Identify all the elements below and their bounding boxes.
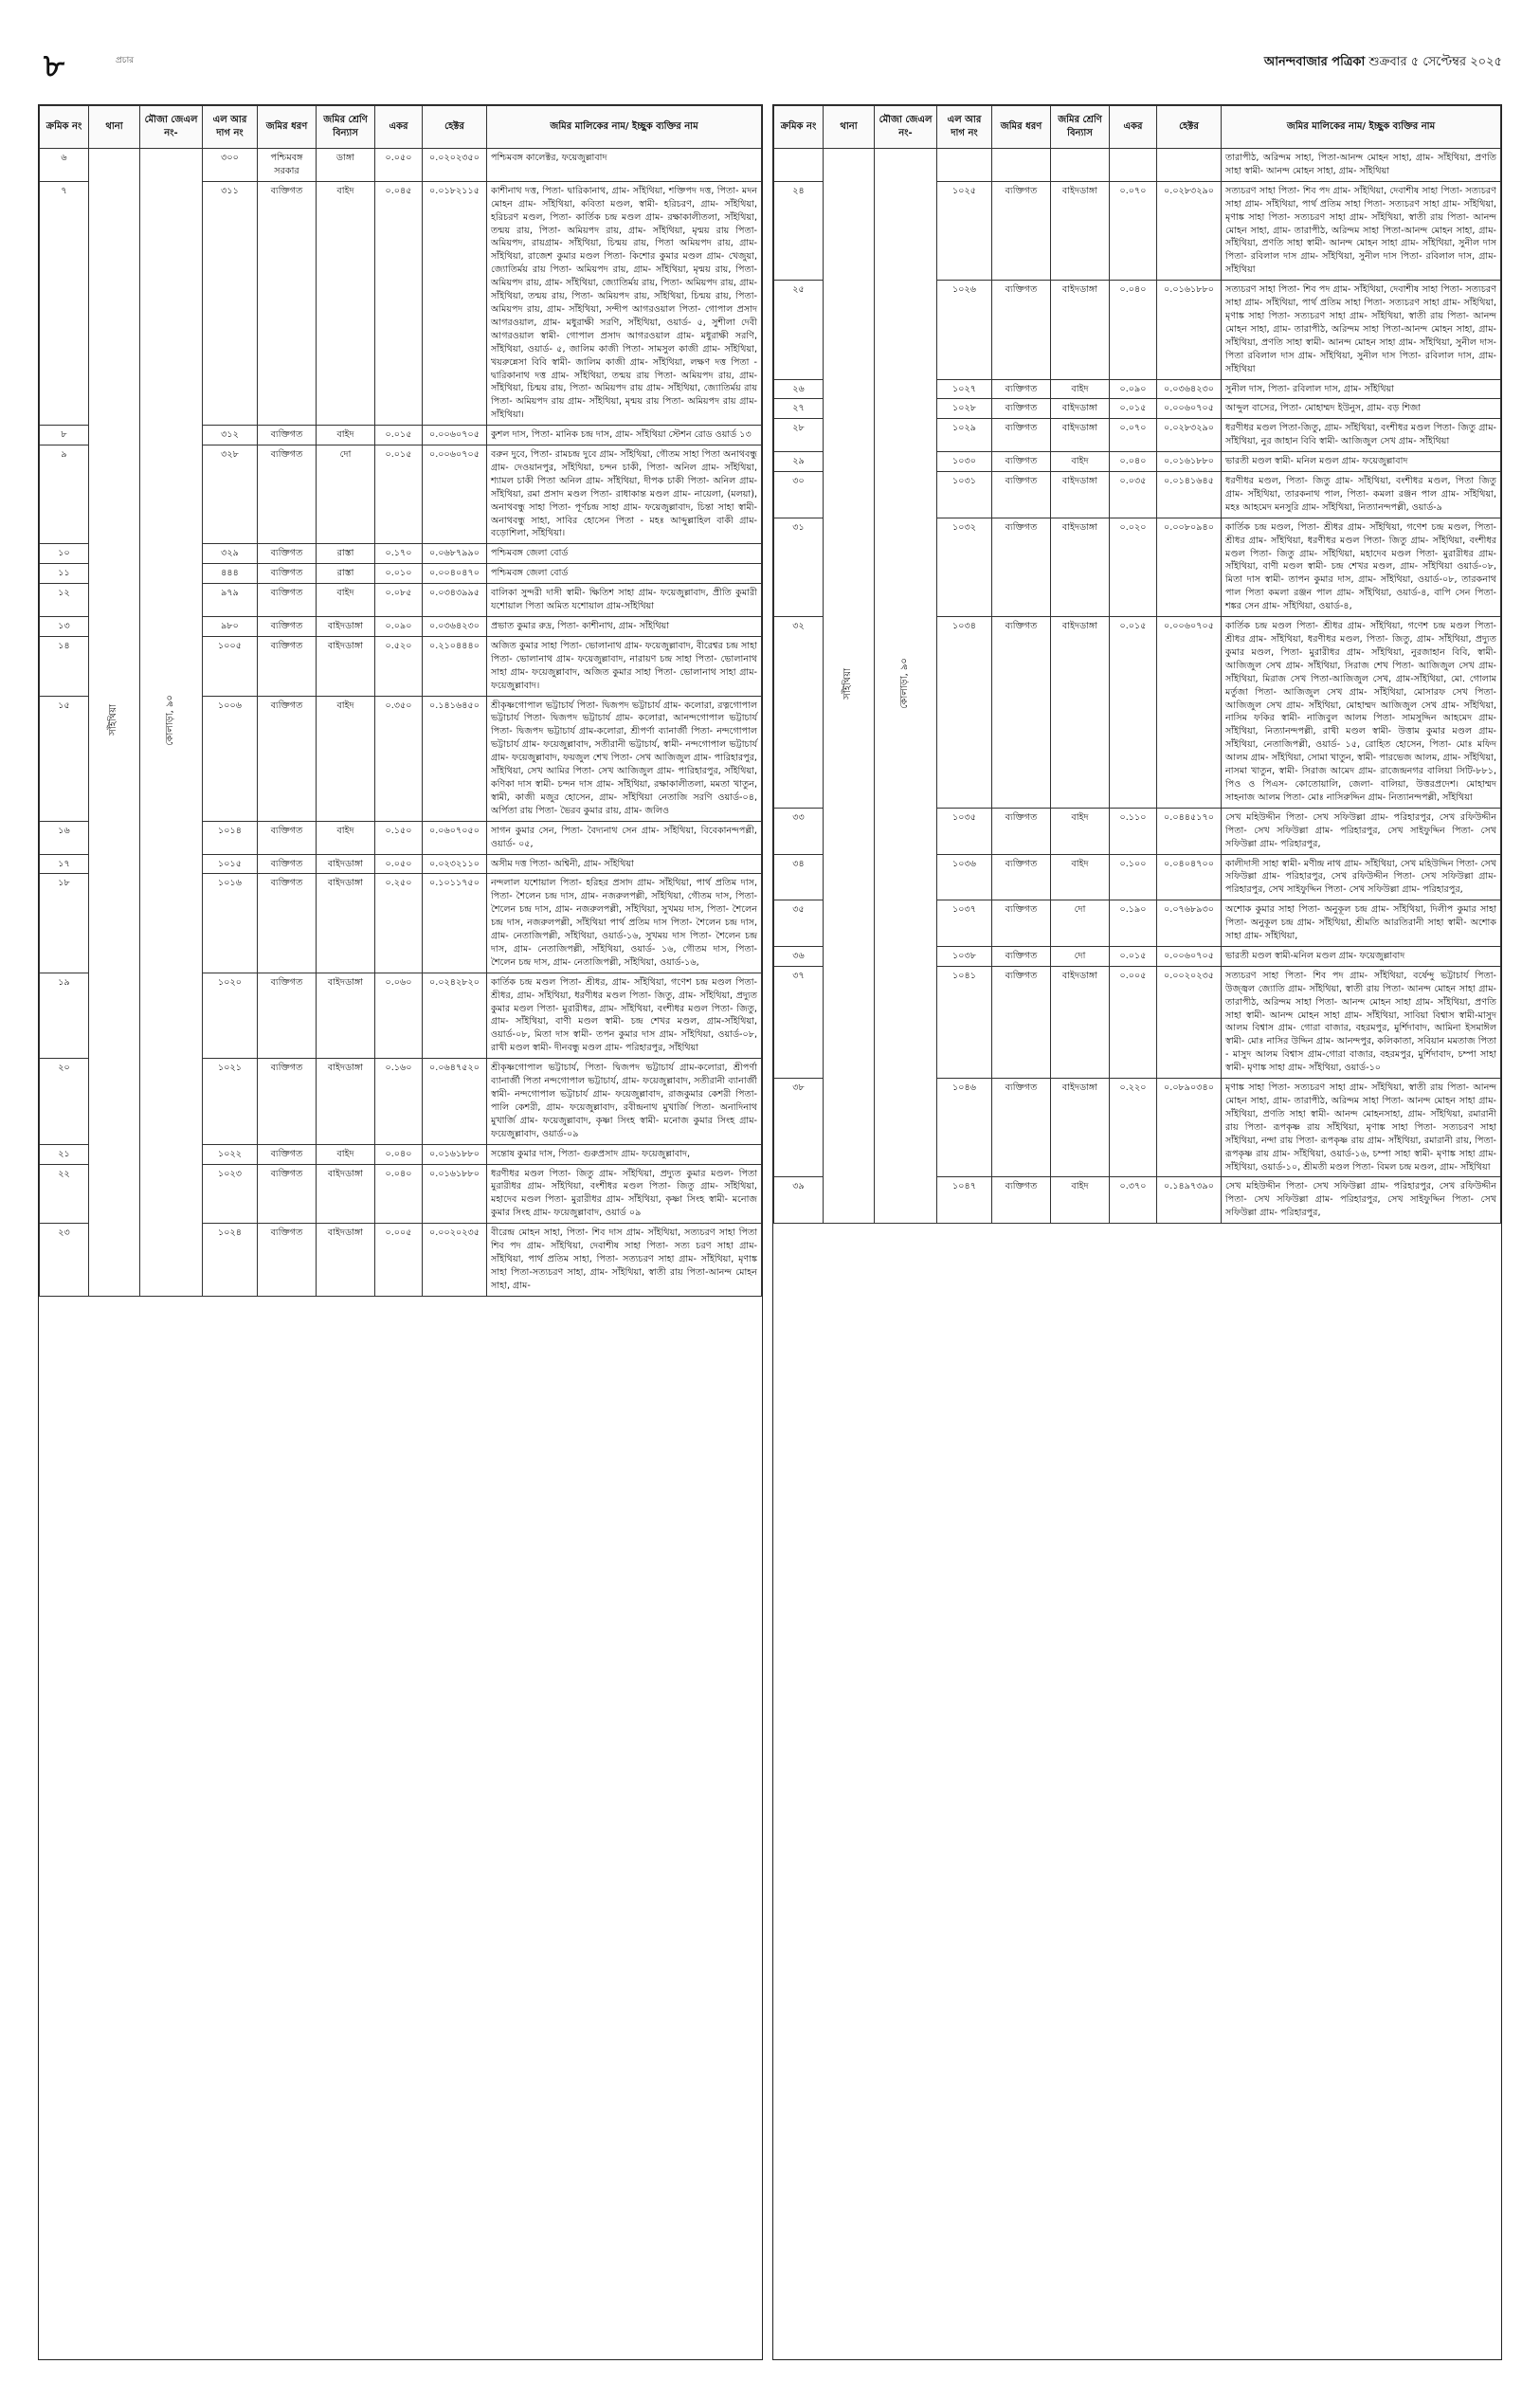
owner-cell: মৃণাঙ্ক সাহা পিতা- সত্যচরণ সাহা গ্রাম- সাঁইথিয়া, স্বাতী রায় পিতা- আনন্দ মোহন সাহা, গ্রাম- তারাপীঠ, অরিন্দম সাহা পিতা- আনন্দ মোহন সাহা গ্রাম- সাঁইথিয়া, প্রণতি সাহা স্বামী- আনন্দ মোহনসাহা, গ্রাম- সাঁইথিয়া, রমারানী রায় পিতা- রূপকৃষ্ণ রায় সাঁইথিয়া, মৃণাঙ্ক সাহা পিতা- সত্যচরণ সাহা সাঁইথিয়া, নন্দা রায় পিতা- রূপকৃষ্ণ রায় গ্রাম- সাঁইথিয়া, রমারানী রায়, পিতা- রূপকৃষ্ণ রায় গ্রাম- সাঁইথিয়া, ওয়ার্ড-১৬, চম্পা সাহা স্বামী- মৃণাঙ্ক সাহা গ্রাম- সাঁইথিয়া, ওয়ার্ড-১০, শ্রীমতী মণ্ডল পিতা- বিমল চন্দ্র মণ্ডল, গ্রাম- সাঁইথিয়া — [1222, 1079, 1501, 1177]
class-cell: বাইদডাঙ্গা — [317, 874, 375, 973]
hectare-cell: ০.০২৮৩২৯০ — [1157, 419, 1222, 452]
class-cell: বাইদডাঙ্গা — [1051, 518, 1110, 616]
serial-cell: ৩৭ — [774, 966, 824, 1078]
column-header: থানা — [89, 106, 140, 149]
type-cell: ব্যক্তিগত — [992, 1079, 1051, 1177]
acre-cell: ০.৩৭০ — [1110, 1177, 1157, 1224]
class-cell: বাইদডাঙ্গা — [1051, 472, 1110, 518]
owner-cell: সেখ মহিউদ্দীন পিতা- সেখ সফিউল্লা গ্রাম- পরিহারপুর, সেখ রফিউদ্দীন পিতা- সেখ সফিউল্লা গ্রাম- পরিহারপুর, সেখ সাইফুদ্দিন পিতা- সেখ সফিউল্লা গ্রাম- পরিহারপুর, — [1222, 1177, 1501, 1224]
owner-cell: তারাপীঠ, অরিন্দম সাহা, পিতা-আনন্দ মোহন সাহা, গ্রাম- সাঁইথিয়া, প্রণতি সাহা স্বামী- আনন্দ মোহন সাহা, গ্রাম- সাঁইথিয়া — [1222, 149, 1501, 182]
class-cell: বাইদ — [1051, 808, 1110, 854]
acre-cell: ০.০৪০ — [1110, 452, 1157, 472]
acre-cell: ০.১৯০ — [1110, 900, 1157, 947]
serial-cell: ২২ — [40, 1164, 89, 1224]
hectare-cell: ০.০১৬১৮৮০ — [1157, 281, 1222, 379]
acre-cell: ০.০৩৫ — [1110, 472, 1157, 518]
type-cell: ব্যক্তিগত — [992, 472, 1051, 518]
acre-cell: ০.০১৫ — [1110, 617, 1157, 809]
class-cell: বাইদডাঙ্গা — [317, 973, 375, 1058]
class-cell: বাইদ — [1051, 854, 1110, 900]
dag-cell: ৯৭৯ — [203, 584, 258, 617]
serial-cell: ২৫ — [774, 281, 824, 379]
acre-cell: ০.১৬০ — [375, 1059, 423, 1144]
class-cell: বাইদডাঙ্গা — [1051, 281, 1110, 379]
column-header: জমির শ্রেণি বিন্যাস — [1051, 106, 1110, 149]
class-cell: বাইদডাঙ্গা — [1051, 419, 1110, 452]
dag-cell: ১০২৩ — [203, 1164, 258, 1224]
dag-cell: ৩১২ — [203, 426, 258, 445]
serial-cell: ২৩ — [40, 1224, 89, 1297]
class-cell: রাস্তা — [317, 544, 375, 564]
dag-cell: ১০৩১ — [937, 472, 992, 518]
acre-cell: ০.৩৫০ — [375, 696, 423, 821]
class-cell: বাইদডাঙ্গা — [1051, 181, 1110, 280]
dag-cell: ১০২৭ — [937, 379, 992, 399]
acre-cell: ০.০৪০ — [375, 1144, 423, 1164]
class-cell: বাইদডাঙ্গা — [1051, 399, 1110, 419]
hectare-cell: ০.০৪৪৫১৭০ — [1157, 808, 1222, 854]
column-header: এল আর দাগ নং — [203, 106, 258, 149]
hectare-cell: ০.০২৮৩২৯০ — [1157, 181, 1222, 280]
dag-cell: ১০৪৬ — [937, 1079, 992, 1177]
column-header: মৌজা জেএল নং- — [875, 106, 937, 149]
dag-cell: ১০২৮ — [937, 399, 992, 419]
type-cell: ব্যক্তিগত — [258, 696, 317, 821]
acre-cell: ০.১০০ — [1110, 854, 1157, 900]
acre-cell: ০.০১৫ — [1110, 399, 1157, 419]
type-cell: ব্যক্তিগত — [992, 1177, 1051, 1224]
serial-cell: ৭ — [40, 181, 89, 425]
serial-cell: ১৩ — [40, 617, 89, 637]
dag-cell: ৩২৯ — [203, 544, 258, 564]
owner-cell: ভারতী মণ্ডল স্বামী-মনিল মণ্ডল গ্রাম- ফয়েজুল্লাবাদ — [1222, 946, 1501, 966]
hectare-cell: ০.০১৬১৮৮০ — [423, 1144, 487, 1164]
hectare-cell: ০.০৬৪৭৫২০ — [423, 1059, 487, 1144]
acre-cell: ০.০১৫ — [1110, 946, 1157, 966]
hectare-cell: ০.০০২০২৩৫ — [1157, 966, 1222, 1078]
serial-cell: ৩৬ — [774, 946, 824, 966]
acre-cell: ০.০১৫ — [375, 426, 423, 445]
table-body-left — [40, 149, 762, 1297]
acre-cell — [1110, 149, 1157, 182]
column-header: ক্রমিক নং — [774, 106, 824, 149]
mouza-cell — [140, 149, 203, 1297]
type-cell: ব্যক্তিগত — [258, 564, 317, 584]
acre-cell: ০.০৭০ — [1110, 419, 1157, 452]
column-header: হেক্টর — [1157, 106, 1222, 149]
class-cell: বাইদডাঙ্গা — [317, 1059, 375, 1144]
type-cell: ব্যক্তিগত — [992, 181, 1051, 280]
column-header: মৌজা জেএল নং- — [140, 106, 203, 149]
serial-cell: ৩৮ — [774, 1079, 824, 1177]
serial-cell: ১৯ — [40, 973, 89, 1058]
column-header: এল আর দাগ নং — [937, 106, 992, 149]
owner-cell: পশ্চিমবঙ্গ কালেক্টর, ফয়েজুল্লাবাদ — [487, 149, 762, 182]
dag-cell: ৯৮০ — [203, 617, 258, 637]
type-cell: ব্যক্তিগত — [992, 900, 1051, 947]
hectare-cell: ০.০৬০৭০৫০ — [423, 821, 487, 854]
acre-cell: ০.০৪০ — [1110, 281, 1157, 379]
class-cell: ডাঙ্গা — [317, 149, 375, 182]
acre-cell: ০.০৯০ — [375, 617, 423, 637]
acre-cell: ০.৫২০ — [375, 636, 423, 696]
serial-cell: ২৯ — [774, 452, 824, 472]
owner-cell: কার্তিক চন্দ্র মণ্ডল পিতা- শ্রীধর গ্রাম- সাঁইথিয়া, গণেশ চন্দ্র মণ্ডল পিতা- শ্রীধর গ্রাম- সাঁইথিয়া, ধরণীধর মণ্ডল, পিতা- জিতু, গ্রাম- সাঁইথিয়া, প্রদ্যুত কুমার মণ্ডল, পিতা- মুরারীধর গ্রাম- সাঁইথিয়া, নুরজাহান বিবি, স্বামী- আজিজুল সেখ গ্রাম- সাঁইথিয়া, সিরাজ শেখ পিতা- আজিজুল সেখ গ্রাম- সাঁইথিয়া, মিরাজ সেখ পিতা-আজিজুল সেখ, গ্রাম-সাঁইথিয়া, মো. গোলাম মর্তুজা পিতা- আজিজুল সেখ গ্রাম- সাঁইথিয়া, মোসারফ সেখ পিতা- আজিজুল সেখ গ্রাম- সাঁইথিয়া, মোহাম্মদ আজিজুল সেখ গ্রাম- সাঁইথিয়া, নাসিম ফকির স্বামী- নাজিবুল আলম পিতা- সামসুদ্দিন আহমেদ গ্রাম- সাঁইথিয়া, নিত্যানন্দপল্লী, রাখী মণ্ডল স্বামী- উত্তাম কুমার মণ্ডল গ্রাম- সাঁইথিয়া, নেতাজিপল্লী, ওয়ার্ড- ১৫, রোহিত হোসেন, পিতা- মোঃ মফিদ আলম গ্রাম- সাঁইথিয়া, সোমা খাতুন, স্বামী- পারভেজ আলম, গ্রাম- সাঁইথিয়া, নাসমা খাতুন, স্বামী- সিরাজ আমেদ গ্রাম- রাজেন্দ্রনগর বালিয়া সিটি-৮৮১, পিও ও পিএস- কোতোয়ালি, জেলা- বালিয়া, উত্তরপ্রদেশ। মোহাম্মদ সাহনাজ আলম পিতা- মোঃ নাসিরুদ্দিন গ্রাম- নিত্যানন্দপল্লী, সাঁইথিয়া — [1222, 617, 1501, 809]
table-row — [774, 149, 1501, 182]
serial-cell: ২৮ — [774, 419, 824, 452]
hectare-cell — [1157, 149, 1222, 182]
hectare-cell: ০.০১৮২১১৫ — [423, 181, 487, 425]
dag-cell: ১০২১ — [203, 1059, 258, 1144]
dag-cell — [937, 149, 992, 182]
hectare-cell: ০.০৬৮৭৯৯০ — [423, 544, 487, 564]
type-cell: ব্যক্তিগত — [258, 874, 317, 973]
owner-cell: সেখ মহিউদ্দীন পিতা- সেখ সফিউল্লা গ্রাম- পরিহারপুর, সেখ রফিউদ্দীন পিতা- সেখ সফিউল্লা গ্রাম- পরিহারপুর, সেখ সাইফুদ্দিন পিতা- সেখ সফিউল্লা গ্রাম- পরিহারপুর, — [1222, 808, 1501, 854]
dag-cell: ১০২৪ — [203, 1224, 258, 1297]
serial-cell: ৩০ — [774, 472, 824, 518]
dag-cell: ১০৩০ — [937, 452, 992, 472]
owner-cell: অশোক কুমার সাহা পিতা- অনুকূল চন্দ্র গ্রাম- সাঁইথিয়া, দিলীপ কুমার সাহা পিতা- অনুকূল চন্দ্র গ্রাম- সাঁইথিয়া, শ্রীমতি আরতিরানী সাহা স্বামী- অশোক সাহা গ্রাম- সাঁইথিয়া, — [1222, 900, 1501, 947]
dag-cell: ১০০৫ — [203, 636, 258, 696]
type-cell: ব্যক্তিগত — [992, 854, 1051, 900]
class-cell: দো — [317, 445, 375, 544]
thana-name: সাঁইথিয়া — [842, 667, 854, 700]
hectare-cell: ০.০০৬০৭০৫ — [423, 426, 487, 445]
acre-cell: ০.১১০ — [1110, 808, 1157, 854]
dag-cell: ১০২৬ — [937, 281, 992, 379]
column-header: ক্রমিক নং — [40, 106, 89, 149]
type-cell: ব্যক্তিগত — [992, 419, 1051, 452]
type-cell: ব্যক্তিগত — [258, 1144, 317, 1164]
hectare-cell: ০.০০৮০৯৪০ — [1157, 518, 1222, 616]
owner-cell: শ্রীকৃষ্ণগোপাল ভট্টাচার্য, পিতা- দ্বিজপদ ভট্টাচার্য গ্রাম-কলোরা, শ্রীপর্ণা ব্যানার্জী পিতা নন্দগোপাল ভট্টাচার্য, গ্রাম- ফয়েজুল্লাবাদ, সতীরানী ব্যানার্জী স্বামী- নন্দগোপাল ভট্টাচার্য গ্রাম- ফয়েজুল্লাবাদ, রাজকুমার কেশরী পিতা- পালি কেশরী, গ্রাম- ফয়েজুল্লাবাদ, রবীন্দ্রনাথ মুখার্জি পিতা- অনাদিনাথ মুখার্জি গ্রাম- ফয়েজুল্লাবাদ, কৃষ্ণা সিংহ স্বামী- মনোজ কুমার সিংহ গ্রাম- ফয়েজুল্লাবাদ, ওয়ার্ড-০৯ — [487, 1059, 762, 1144]
class-cell: বাইদ — [317, 426, 375, 445]
owner-cell: ধরণীধর মণ্ডল, পিতা- জিতু গ্রাম- সাঁইথিয়া, বংশীধর মণ্ডল, পিতা জিতু গ্রাম- সাঁইথিয়া, তারকনাথ পাল, পিতা- কমলা রঞ্জন পাল গ্রাম- সাঁইথিয়া, মহঃ আহমেদ মনসুরি গ্রাম- সাঁইথিয়া, নিত্যানন্দপল্লী, ওয়ার্ড-৯ — [1222, 472, 1501, 518]
owner-cell: সত্যচরণ সাহা পিতা- শিব পদ গ্রাম- সাঁইথিয়া, দেবাশীষ সাহা পিতা- সত্যচরণ সাহা গ্রাম- সাঁইথিয়া, পার্থ প্রতিম সাহা পিতা- সত্যচরণ সাহা গ্রাম- সাঁইথিয়া, মৃণাঙ্ক সাহা পিতা- সত্যচরণ সাহা গ্রাম- সাঁইথিয়া, স্বাতী রায় পিতা- আনন্দ মোহন সাহা, গ্রাম- তারাপীঠ, অরিন্দম সাহা পিতা-আনন্দ মোহন সাহা, গ্রাম- সাঁইথিয়া, প্রণতি সাহা স্বামী- আনন্দ মোহন সাহা গ্রাম- সাঁইথিয়া, সুনীল দাস- পিতা রবিলাল দাস গ্রাম- সাঁইথিয়া, সুনীল দাস পিতা- রবিলাল দাস, গ্রাম- সাঁইথিয়া — [1222, 281, 1501, 379]
hectare-cell: ০.০২৪২৮২০ — [423, 973, 487, 1058]
class-cell: বাইদ — [317, 181, 375, 425]
acre-cell: ০.০১০ — [375, 564, 423, 584]
table-body-right — [774, 149, 1501, 1224]
type-cell: ব্যক্তিগত — [258, 1224, 317, 1297]
serial-cell: ৮ — [40, 426, 89, 445]
owner-cell: কুশল দাস, পিতা- মানিক চন্দ্র দাস, গ্রাম- সাঁইথিয়া স্টেশন রোড ওয়ার্ড ১৩ — [487, 426, 762, 445]
acre-cell: ০.০২০ — [1110, 518, 1157, 616]
dag-cell: ১০৩৮ — [937, 946, 992, 966]
serial-cell: ২০ — [40, 1059, 89, 1144]
serial-cell: ১২ — [40, 584, 89, 617]
type-cell: ব্যক্তিগত — [258, 584, 317, 617]
class-cell: বাইদ — [317, 696, 375, 821]
serial-cell: ৩৯ — [774, 1177, 824, 1224]
owner-cell: সত্যচরণ সাহা পিতা- শিব পদ গ্রাম- সাঁইথিয়া, দেবাশীষ সাহা পিতা- সত্যচরণ সাহা গ্রাম- সাঁইথিয়া, পার্থ প্রতিম সাহা পিতা- সত্যচরণ সাহা গ্রাম- সাঁইথিয়া, মৃণাঙ্ক সাহা পিতা- সত্যচরণ সাহা গ্রাম- সাঁইথিয়া, স্বাতী রায় পিতা- আনন্দ মোহন সাহা, গ্রাম- তারাপীঠ, অরিন্দম সাহা পিতা-আনন্দ মোহন সাহা, গ্রাম- সাঁইথিয়া, প্রণতি সাহা স্বামী- আনন্দ মোহন সাহা গ্রাম- সাঁইথিয়া, সুনীল দাস পিতা- রবিলাল দাস গ্রাম- সাঁইথিয়া, সুনীল দাস পিতা- রবিলাল দাস, গ্রাম- সাঁইথিয়া — [1222, 181, 1501, 280]
dag-cell: ১০৩৭ — [937, 900, 992, 947]
dag-cell: ১০১৪ — [203, 821, 258, 854]
owner-cell: সত্যচরণ সাহা পিতা- শিব পদ গ্রাম- সাঁইথিয়া, বর্ষেন্দু ভট্টাচার্য পিতা- উজ্জ্বল জ্যোতি গ্রাম- সাঁইথিয়া, স্বাতী রায় পিতা- আনন্দ মোহন সাহা গ্রাম- তারাপীঠ, অরিন্দম সাহা পিতা- আনন্দ মোহন সাহা গ্রাম- সাঁইথিয়া, প্রণতি সাহা স্বামী- আনন্দ মোহন সাহা গ্রাম- সাঁইথিয়া, সাবিয়া বিশ্বাস স্বামী-মাসুদ আলম বিশ্বাস গ্রাম- গোরা বাজার, বহরমপুর, মুর্শিদাবাদ, আমিনা ইসমাঈল স্বামী- মোঃ নাসির উদ্দিন গ্রাম- আনন্দপুর, কলিকাতা, সবিয়ান মমতাজ পিতা - মাসুদ আলম বিশ্বাস গ্রাম-গোরা বাজার, বহরমপুর, মুর্শিদাবাদ, চম্পা সাহা স্বামী- মৃণাঙ্ক সাহা গ্রাম- সাঁইথিয়া, ওয়ার্ড-১০ — [1222, 966, 1501, 1078]
type-cell: ব্যক্তিগত — [258, 854, 317, 874]
hectare-cell: ০.০০২০২৩৫ — [423, 1224, 487, 1297]
owner-cell: ধরণীধর মণ্ডল পিতা- জিতু গ্রাম- সাঁইথিয়া, প্রদ্যুত কুমার মণ্ডল- পিতা মুরারীধর গ্রাম- সাঁইথিয়া, বংশীধর মণ্ডল পিতা- জিতু গ্রাম- সাঁইথিয়া, মহাদেব মণ্ডল পিতা- মুরারীধর গ্রাম- সাঁইথিয়া, কৃষ্ণা সিংহ স্বামী- মনোজ কুমার সিংহ গ্রাম- ফয়েজুল্লাবাদ, ওয়ার্ড ০৯ — [487, 1164, 762, 1224]
acre-cell: ০.০৫০ — [375, 854, 423, 874]
thana-name: সাঁইথিয়া — [108, 703, 119, 736]
class-cell: বাইদডাঙ্গা — [317, 1224, 375, 1297]
hectare-cell: ০.১০১১৭৫০ — [423, 874, 487, 973]
land-tables — [38, 104, 1502, 2360]
masthead — [38, 28, 1502, 85]
type-cell: ব্যক্তিগত — [258, 426, 317, 445]
type-cell: ব্যক্তিগত — [992, 281, 1051, 379]
type-cell: ব্যক্তিগত — [258, 544, 317, 564]
dag-cell: ১০৩৪ — [937, 617, 992, 809]
serial-cell: ২৬ — [774, 379, 824, 399]
dag-cell: ৩০০ — [203, 149, 258, 182]
type-cell: ব্যক্তিগত — [258, 1059, 317, 1144]
hectare-cell: ০.০১৪১৬৪৫ — [1157, 472, 1222, 518]
dag-cell: ৩১১ — [203, 181, 258, 425]
owner-cell: বীরেন্দ্র মোহন সাহা, পিতা- শিব দাস গ্রাম- সাঁইথিয়া, সত্যচরণ সাহা পিতা শিব পদ গ্রাম- সাঁইথিয়া, দেবাশীষ সাহা পিতা- সত্য চরণ সাহা গ্রাম- সাঁইথিয়া, পার্থ প্রতিম সাহা, পিতা- সত্যচরণ সাহা গ্রাম- সাঁইথিয়া, মৃণাঙ্ক সাহা পিতা-সত্যচরণ সাহা, গ্রাম- সাঁইথিয়া, স্বাতী রায় পিতা-আনন্দ মোহন সাহা, গ্রাম- — [487, 1224, 762, 1297]
hectare-cell: ০.০২৩২১১০ — [423, 854, 487, 874]
thana-cell — [89, 149, 140, 1297]
mouza-name: কোলাড়া, ৯০ — [165, 694, 176, 746]
type-cell: ব্যক্তিগত — [992, 617, 1051, 809]
type-cell: ব্যক্তিগত — [258, 1164, 317, 1224]
owner-cell: অজিত কুমার সাহা পিতা- ভোলানাথ গ্রাম- ফয়েজুল্লাবাদ, বীরেশ্বর চন্দ্র সাহা পিতা- ভোলানাথ গ্রাম- ফয়েজুল্লাবাদ, নারায়ণ চন্দ্র সাহা পিতা- ভোলানাথ সাহা গ্রাম- ফয়েজুল্লাবাদ, অজিত কুমার সাহা পিতা- ভোলানাথ সাহা গ্রাম- ফয়েজুল্লাবাদ। — [487, 636, 762, 696]
serial-cell: ৩২ — [774, 617, 824, 809]
column-header: জমির ধরণ — [992, 106, 1051, 149]
class-cell: বাইদডাঙ্গা — [1051, 617, 1110, 809]
class-cell: বাইদডাঙ্গা — [317, 636, 375, 696]
dag-cell: ১০২৫ — [937, 181, 992, 280]
owner-cell: পশ্চিমবঙ্গ জেলা বোর্ড — [487, 564, 762, 584]
type-cell: ব্যক্তিগত — [258, 181, 317, 425]
hectare-cell: ০.০৩৬৪২৩০ — [1157, 379, 1222, 399]
owner-cell: কালীদাসী সাহা স্বামী- মণীন্দ্র নাথ গ্রাম- সাঁইথিয়া, সেখ মহিউদ্দিন পিতা- সেখ সফিউল্লা গ্রাম- পরিহারপুর, সেখ রফিউদ্দীন পিতা- সেখ সফিউল্লা গ্রাম- পরিহারপুর, সেখ সাইফুদ্দিন পিতা- সেখ সফিউল্লা গ্রাম- পরিহারপুর, — [1222, 854, 1501, 900]
column-header: একর — [1110, 106, 1157, 149]
owner-cell: আব্দুল বাসের, পিতা- মোহাম্মদ ইউনুস, গ্রাম- বড় শিজা — [1222, 399, 1501, 419]
serial-cell: ২৭ — [774, 399, 824, 419]
class-cell — [1051, 149, 1110, 182]
type-cell: ব্যক্তিগত — [992, 399, 1051, 419]
acre-cell: ০.১৭০ — [375, 544, 423, 564]
owner-cell: নন্দলাল যশোয়াল পিতা- হরিহর প্রসাদ গ্রাম- সাঁইথিয়া, পার্থ প্রতিম দাস, পিতা- শৈলেন চন্দ্র দাস, গ্রাম- নজরুলপল্লী, সাঁইথিয়া, গৌতম দাস, পিতা- শৈলেন চন্দ্র দাস, গ্রাম- নজরুলপল্লী, সাঁইথিয়া, সুখময় দাস, পিতা- শৈলেন চন্দ্র দাস, নজরুলপল্লী, সাঁইথিয়া পার্থ প্রতিম দাস পিতা- শৈলেন চন্দ্র দাস, গ্রাম- নেতাজিপল্লী, সাঁইথিয়া, ওয়ার্ড-১৬, সুখময় দাস পিতা- শৈলেন চন্দ্র দাস, গ্রাম- নেতাজিপল্লী, সাঁইথিয়া, ওয়ার্ড- ১৬, গৌতম দাস, পিতা- শৈলেন চন্দ্র দাস, গ্রাম- নেতাজিপল্লী, সাঁইথিয়া, ওয়ার্ড-১৬, — [487, 874, 762, 973]
acre-cell: ০.০৮৫ — [375, 584, 423, 617]
class-cell: বাইদডাঙ্গা — [1051, 966, 1110, 1078]
owner-cell: ধরণীধর মণ্ডল পিতা-জিতু, গ্রাম- সাঁইথিয়া, বংশীধর মণ্ডল পিতা- জিতু গ্রাম- সাঁইথিয়া, নুর জাহান বিবি স্বামী- আজিজুল সেখ গ্রাম- সাঁইথিয়া — [1222, 419, 1501, 452]
serial-cell: ১৭ — [40, 854, 89, 874]
class-cell: বাইদ — [317, 821, 375, 854]
acre-cell: ০.০৯০ — [1110, 379, 1157, 399]
serial-cell — [774, 149, 824, 182]
serial-cell: ৯ — [40, 445, 89, 544]
thana-cell — [824, 149, 875, 1224]
owner-cell: বালিকা সুন্দরী দাসী স্বামী- ক্ষিতিশ সাহা গ্রাম- ফয়েজুল্লাবাদ, প্রীতি কুমারী যশোয়াল পিতা অমিত যশোয়াল গ্রাম-সাঁইথিয়া — [487, 584, 762, 617]
class-cell: বাইদ — [317, 1144, 375, 1164]
dag-cell: ১০১৫ — [203, 854, 258, 874]
type-cell: ব্যক্তিগত — [992, 379, 1051, 399]
hectare-cell: ০.০৮৯০৩৪০ — [1157, 1079, 1222, 1177]
class-cell: বাইদ — [1051, 1177, 1110, 1224]
owner-cell: পশ্চিমবঙ্গ জেলা বোর্ড — [487, 544, 762, 564]
owner-cell: সুনীল দাস, পিতা- রবিলাল দাস, গ্রাম- সাঁইথিয়া — [1222, 379, 1501, 399]
date-line: শুক্রবার ৫ সেপ্টেম্বর ২০২৫ — [1368, 55, 1502, 69]
column-header: হেক্টর — [423, 106, 487, 149]
owner-cell: সন্তোষ কুমার দাস, পিতা- গুরুপ্রসাদ গ্রাম- ফয়েজুল্লাবাদ, — [487, 1144, 762, 1164]
acre-cell: ০.২২০ — [1110, 1079, 1157, 1177]
type-cell: ব্যক্তিগত — [992, 808, 1051, 854]
serial-cell: ৩৫ — [774, 900, 824, 947]
type-cell: ব্যক্তিগত — [258, 617, 317, 637]
hectare-cell: ০.০১৬১৮৮০ — [423, 1164, 487, 1224]
serial-cell: ২৪ — [774, 181, 824, 280]
owner-cell: বরুন দুবে, পিতা- রামচন্দ্র দুবে গ্রাম- সাঁইথিয়া, গৌতম সাহা পিতা অনাথবন্ধু গ্রাম- দেওয়ানপুর, সাঁইথিয়া, চন্দন চাকী, পিতা- অনিল গ্রাম- সাঁইথিয়া, শ্যামল চাকী পিতা অনিল গ্রাম- সাঁইথিয়া, দীপক চাকী পিতা- অনিল গ্রাম- সাঁইথিয়া, রমা প্রসাদ মণ্ডল পিতা- রাধাকান্ত মণ্ডল গ্রাম- নায়েলা, (মলয়া), অনাথবন্ধু সাহা পিতা- পূর্ণচন্দ্র সাহা গ্রাম- ফয়েজুল্লাবাদ, চিন্তা সাহা স্বামী-অনাথবন্ধু সাহা, সাবির হোসেন পিতা - মহঃ আব্দুল্লাহিল বাকী গ্রাম- বড়োশিলা, সাঁইথিয়া। — [487, 445, 762, 544]
mouza-name: কোলাড়া, ৯০ — [899, 658, 911, 709]
hectare-cell: ০.০০৬০৭০৫ — [1157, 617, 1222, 809]
dag-cell: ১০৪৭ — [937, 1177, 992, 1224]
acre-cell: ০.০১৫ — [375, 445, 423, 544]
table-header-row — [40, 106, 762, 149]
owner-cell: অসীম দত্ত পিতা- অশ্বিনী, গ্রাম- সাঁইথিয়া — [487, 854, 762, 874]
acre-cell: ০.০৪৫ — [375, 181, 423, 425]
dag-cell: ১০০৬ — [203, 696, 258, 821]
type-cell: ব্যক্তিগত — [992, 946, 1051, 966]
hectare-cell: ০.০১৬১৮৮০ — [1157, 452, 1222, 472]
hectare-cell: ০.০৭৬৮৯৩০ — [1157, 900, 1222, 947]
hectare-cell: ০.০০৬০৭০৫ — [423, 445, 487, 544]
land-table-right — [773, 105, 1501, 1224]
type-cell: ব্যক্তিগত — [258, 821, 317, 854]
page-number: ৮ — [44, 47, 65, 85]
dag-cell: ১০৪১ — [937, 966, 992, 1078]
hectare-cell: ০.০৩৪৩৯৯৫ — [423, 584, 487, 617]
type-cell: পশ্চিমবঙ্গ সরকার — [258, 149, 317, 182]
class-cell: রাস্তা — [317, 564, 375, 584]
column-header: থানা — [824, 106, 875, 149]
column-header: জমির ধরণ — [258, 106, 317, 149]
serial-cell: ৩১ — [774, 518, 824, 616]
dag-cell: ১০৩৬ — [937, 854, 992, 900]
class-cell: বাইদ — [317, 584, 375, 617]
acre-cell: ০.০০৫ — [375, 1224, 423, 1297]
serial-cell: ১৫ — [40, 696, 89, 821]
class-cell: বাইদডাঙ্গা — [317, 1164, 375, 1224]
paper-date-line — [1264, 53, 1502, 73]
dag-cell: ৩২৮ — [203, 445, 258, 544]
hectare-cell: ০.১৪৯৭৩৯০ — [1157, 1177, 1222, 1224]
acre-cell: ০.০০৫ — [1110, 966, 1157, 1078]
class-cell: দো — [1051, 946, 1110, 966]
dag-cell: ১০৩২ — [937, 518, 992, 616]
serial-cell: ৩৩ — [774, 808, 824, 854]
right-table-wrap — [772, 104, 1502, 2360]
serial-cell: ২১ — [40, 1144, 89, 1164]
hectare-cell: ০.১৪১৬৪৫০ — [423, 696, 487, 821]
mouza-cell — [875, 149, 937, 1224]
class-cell: বাইদ — [1051, 452, 1110, 472]
owner-cell: প্রভাত কুমার রুদ্র, পিতা- কাশীনাথ, গ্রাম- সাঁইথিয়া — [487, 617, 762, 637]
type-cell: ব্যক্তিগত — [258, 636, 317, 696]
serial-cell: ১৮ — [40, 874, 89, 973]
hectare-cell: ০.০৪০৪৭০০ — [1157, 854, 1222, 900]
acre-cell: ০.০৪০ — [375, 1164, 423, 1224]
owner-cell: কাশীনাথ দত্ত, পিতা- দ্বারিকানাথ, গ্রাম- সাঁইথিয়া, শক্তিপদ দত্ত, পিতা- মদন মোহন গ্রাম- সাঁইথিয়া, কবিতা মণ্ডল, স্বামী- হরিচরণ, গ্রাম- সাঁইথিয়া, হরিচরণ মণ্ডল, পিতা- কার্তিক চন্দ্র মণ্ডল গ্রাম- রক্ষাকালীতলা, সাঁইথিয়া, তন্ময় রায়, পিতা- অমিয়পদ রায়, গ্রাম- সাঁইথিয়া, মৃন্ময় রায় পিতা- অমিয়পদ, রায়গ্রাম- সাঁইথিয়া, চিন্ময় রায়, পিতা অমিয়পদ রায়, গ্রাম- সাঁইথিয়া, রাজেশ কুমার মণ্ডল পিতা- কিশোর কুমার মণ্ডল গ্রাম- খেজুয়া, জ্যোতির্ময় রায় পিতা- অমিয়পদ রায়, গ্রাম- সাঁইথিয়া, মৃন্ময় রায়, পিতা- অমিয়পদ রায়, গ্রাম- সাঁইথিয়া, জ্যোতির্ময় রায়, পিতা- অমিয়পদ রায়, গ্রাম- সাঁইথিয়া, তন্ময় রায়, পিতা- অমিয়পদ রায়, সাঁইথিয়া, চিন্ময় রায়, পিতা- অমিয়পদ রায়, গ্রাম- সাঁইথিয়া, সন্দীপ আগরওয়াল পিতা- গোপাল প্রসাদ আগরওয়াল, গ্রাম- মধুরাক্ষী সরণি, সাঁইথিয়া, ওয়ার্ড- ৫, সুশীলা দেবী আগরওয়াল স্বামী- গোপাল প্রসাদ আগরওয়াল গ্রাম- মধুরাক্ষী সরণি, সাঁইথিয়া, ওয়ার্ড- ৫, জালিম কাজী পিতা- সামসুল কাজী গ্রাম- সাঁইথিয়া, খয়রুন্নেসা বিবি স্বামী- জালিম কাজী গ্রাম- সাঁইথিয়া, লক্ষণ দত্ত পিতা - দ্বারিকানাথ দত্ত গ্রাম- সাঁইথিয়া, তন্ময় রায় পিতা- অমিয়পদ রায়, গ্রাম- সাঁইথিয়া, চিন্ময় রায়, পিতা- অমিয়পদ রায় গ্রাম- সাঁইথিয়া, জ্যোতির্ময় রায় পিতা- অমিয়পদ রায় গ্রাম- সাঁইথিয়া, মৃন্ময় রায় পিতা- অমিয়পদ রায় গ্রাম- সাঁইথিয়া। — [487, 181, 762, 425]
acre-cell: ০.০৫০ — [375, 149, 423, 182]
left-table-wrap — [38, 104, 763, 2360]
hectare-cell: ০.০০৬০৭০৫ — [1157, 946, 1222, 966]
type-cell: ব্যক্তিগত — [992, 966, 1051, 1078]
serial-cell: ৩৪ — [774, 854, 824, 900]
serial-cell: ৬ — [40, 149, 89, 182]
class-cell: দো — [1051, 900, 1110, 947]
land-table-left — [39, 105, 762, 1297]
acre-cell: ০.১৫০ — [375, 821, 423, 854]
hectare-cell: ০.০০৬০৭০৫ — [1157, 399, 1222, 419]
type-cell: ব্যক্তিগত — [992, 452, 1051, 472]
serial-cell: ১১ — [40, 564, 89, 584]
type-cell: ব্যক্তিগত — [992, 518, 1051, 616]
dag-cell: ১০২৯ — [937, 419, 992, 452]
class-cell: বাইদ — [1051, 379, 1110, 399]
table-row — [40, 149, 762, 182]
acre-cell: ০.০৭০ — [1110, 181, 1157, 280]
dag-cell: ১০৩৫ — [937, 808, 992, 854]
table-header-row — [774, 106, 1501, 149]
owner-cell: কার্তিক চন্দ্র মণ্ডল, পিতা- শ্রীধর গ্রাম- সাঁইথিয়া, গণেশ চন্দ্র মণ্ডল, পিতা- শ্রীধর গ্রাম- সাঁইথিয়া, ধরণীধর মণ্ডল পিতা- জিতু গ্রাম- সাঁইথিয়া, বংশীধর মণ্ডল পিতা- জিতু গ্রাম- সাঁইথিয়া, মহাদেব মণ্ডল পিতা- মুরারীধর গ্রাম- সাঁইথিয়া, বাণী মণ্ডল স্বামী- চন্দ্র শেখর মণ্ডল, গ্রাম- সাঁইথিয়া ওয়ার্ড-০৮, মিতা দাস স্বামী- তাপন কুমার দাস, গ্রাম- সাঁইথিয়া, ওয়ার্ড-০৮, তারকনাথ পাল পিতা কমলা রঞ্জন পাল গ্রাম- সাঁইথিয়া, ওয়ার্ড-৪, বাপি সেন পিতা- শঙ্কর সেন গ্রাম- সাঁইথিয়া, ওয়ার্ড-৪, — [1222, 518, 1501, 616]
hectare-cell: ০.০০৪০৪৭০ — [423, 564, 487, 584]
dag-cell: ১০২২ — [203, 1144, 258, 1164]
owner-cell: সাগন কুমার সেন, পিতা- বৈদ্যনাথ সেন গ্রাম- সাঁইথিয়া, বিবেকানন্দপল্লী, ওয়ার্ড- ০৫, — [487, 821, 762, 854]
class-cell: বাইদডাঙ্গা — [1051, 1079, 1110, 1177]
type-cell: ব্যক্তিগত — [258, 445, 317, 544]
hectare-cell: ০.০২০২৩৫০ — [423, 149, 487, 182]
owner-cell: শ্রীকৃষ্ণগোপাল ভট্টাচার্য পিতা- দ্বিজপদ ভট্টাচার্য গ্রাম- কলোরা, রত্নগোপাল ভট্টাচার্য পিতা- দ্বিজপদ ভট্টাচার্য গ্রাম- কলোরা, আনন্দগোপাল ভট্টাচার্য পিতা- দ্বিজপদ ভট্টাচার্য গ্রাম-কলোরা, শ্রীপর্ণা ব্যানার্জী পিতা- নন্দগোপাল ভট্টাচার্য গ্রাম- ফয়েজুল্লাবাদ, সতীরানী ভট্টাচার্য, স্বামী- নন্দগোপাল ভট্টাচার্য গ্রাম- ফয়েজুল্লাবাদ, ফয়জুল শেখ পিতা- সেখ আজিজুল গ্রাম- পারিহারপুর, সাঁইথিয়া, সেখ আমির পিতা- সেখ আজিজুল গ্রাম- পারিহারপুর, সাঁইথিয়া, কণিকা দাস স্বামী- চন্দন দাস গ্রাম- সাঁইথিয়া, রক্ষাকালীতলা, মমতা খাতুন, স্বামী, কাজী মজুর হোসেন, গ্রাম- সাঁইথিয়া নেতাজি সরণি ওয়ার্ড-০৪, অর্পিতা রায় পিতা- ভৈরব কুমার রায়, গ্রাম- জলিও — [487, 696, 762, 821]
column-header: জমির শ্রেণি বিন্যাস — [317, 106, 375, 149]
type-cell: ব্যক্তিগত — [258, 973, 317, 1058]
hectare-cell: ০.২১০৪৪৪০ — [423, 636, 487, 696]
class-cell: বাইদডাঙ্গা — [317, 854, 375, 874]
dag-cell: ৪৪৪ — [203, 564, 258, 584]
small-tag: প্রচার — [116, 56, 135, 65]
column-header: একর — [375, 106, 423, 149]
acre-cell: ০.২৫০ — [375, 874, 423, 973]
acre-cell: ০.০৬০ — [375, 973, 423, 1058]
serial-cell: ১৪ — [40, 636, 89, 696]
dag-cell: ১০১৬ — [203, 874, 258, 973]
class-cell: বাইদডাঙ্গা — [317, 617, 375, 637]
serial-cell: ১০ — [40, 544, 89, 564]
owner-cell: কার্তিক চন্দ্র মণ্ডল পিতা- শ্রীধর, গ্রাম- সাঁইথিয়া, গণেশ চন্দ্র মণ্ডল পিতা- শ্রীধর, গ্রাম- সাঁইথিয়া, ধরণীধর মণ্ডল পিতা- জিতু, গ্রাম- সাঁইথিয়া, প্রদ্যুত কুমার মণ্ডল পিতা- মুরারীধর, গ্রাম- সাঁইথিয়া, বংশীধর মণ্ডল পিতা- জিতু, গ্রাম- সাঁইথিয়া, বাণী মণ্ডল স্বামী- চন্দ্র শেখর মণ্ডল, গ্রাম-সাঁইথিয়া, ওয়ার্ড-০৮, মিতা দাস স্বামী- তপন কুমার দাস গ্রাম- সাঁইথিয়া, ওয়ার্ড-০৮, রাখী মণ্ডল স্বামী- দীনবন্ধু মণ্ডল গ্রাম- পরিহারপুর, সাঁইথিয়া — [487, 973, 762, 1058]
serial-cell: ১৬ — [40, 821, 89, 854]
owner-cell: ভারতী মণ্ডল স্বামী- মনিল মণ্ডল গ্রাম- ফয়েজুল্লাবাদ — [1222, 452, 1501, 472]
dag-cell: ১০২০ — [203, 973, 258, 1058]
column-header: জমির মালিকের নাম/ ইচ্ছুক ব্যক্তির নাম — [1222, 106, 1501, 149]
type-cell — [992, 149, 1051, 182]
hectare-cell: ০.০৩৬৪২৩০ — [423, 617, 487, 637]
paper-name: আনন্দবাজার পত্রিকা — [1263, 55, 1366, 69]
column-header: জমির মালিকের নাম/ ইচ্ছুক ব্যক্তির নাম — [487, 106, 762, 149]
